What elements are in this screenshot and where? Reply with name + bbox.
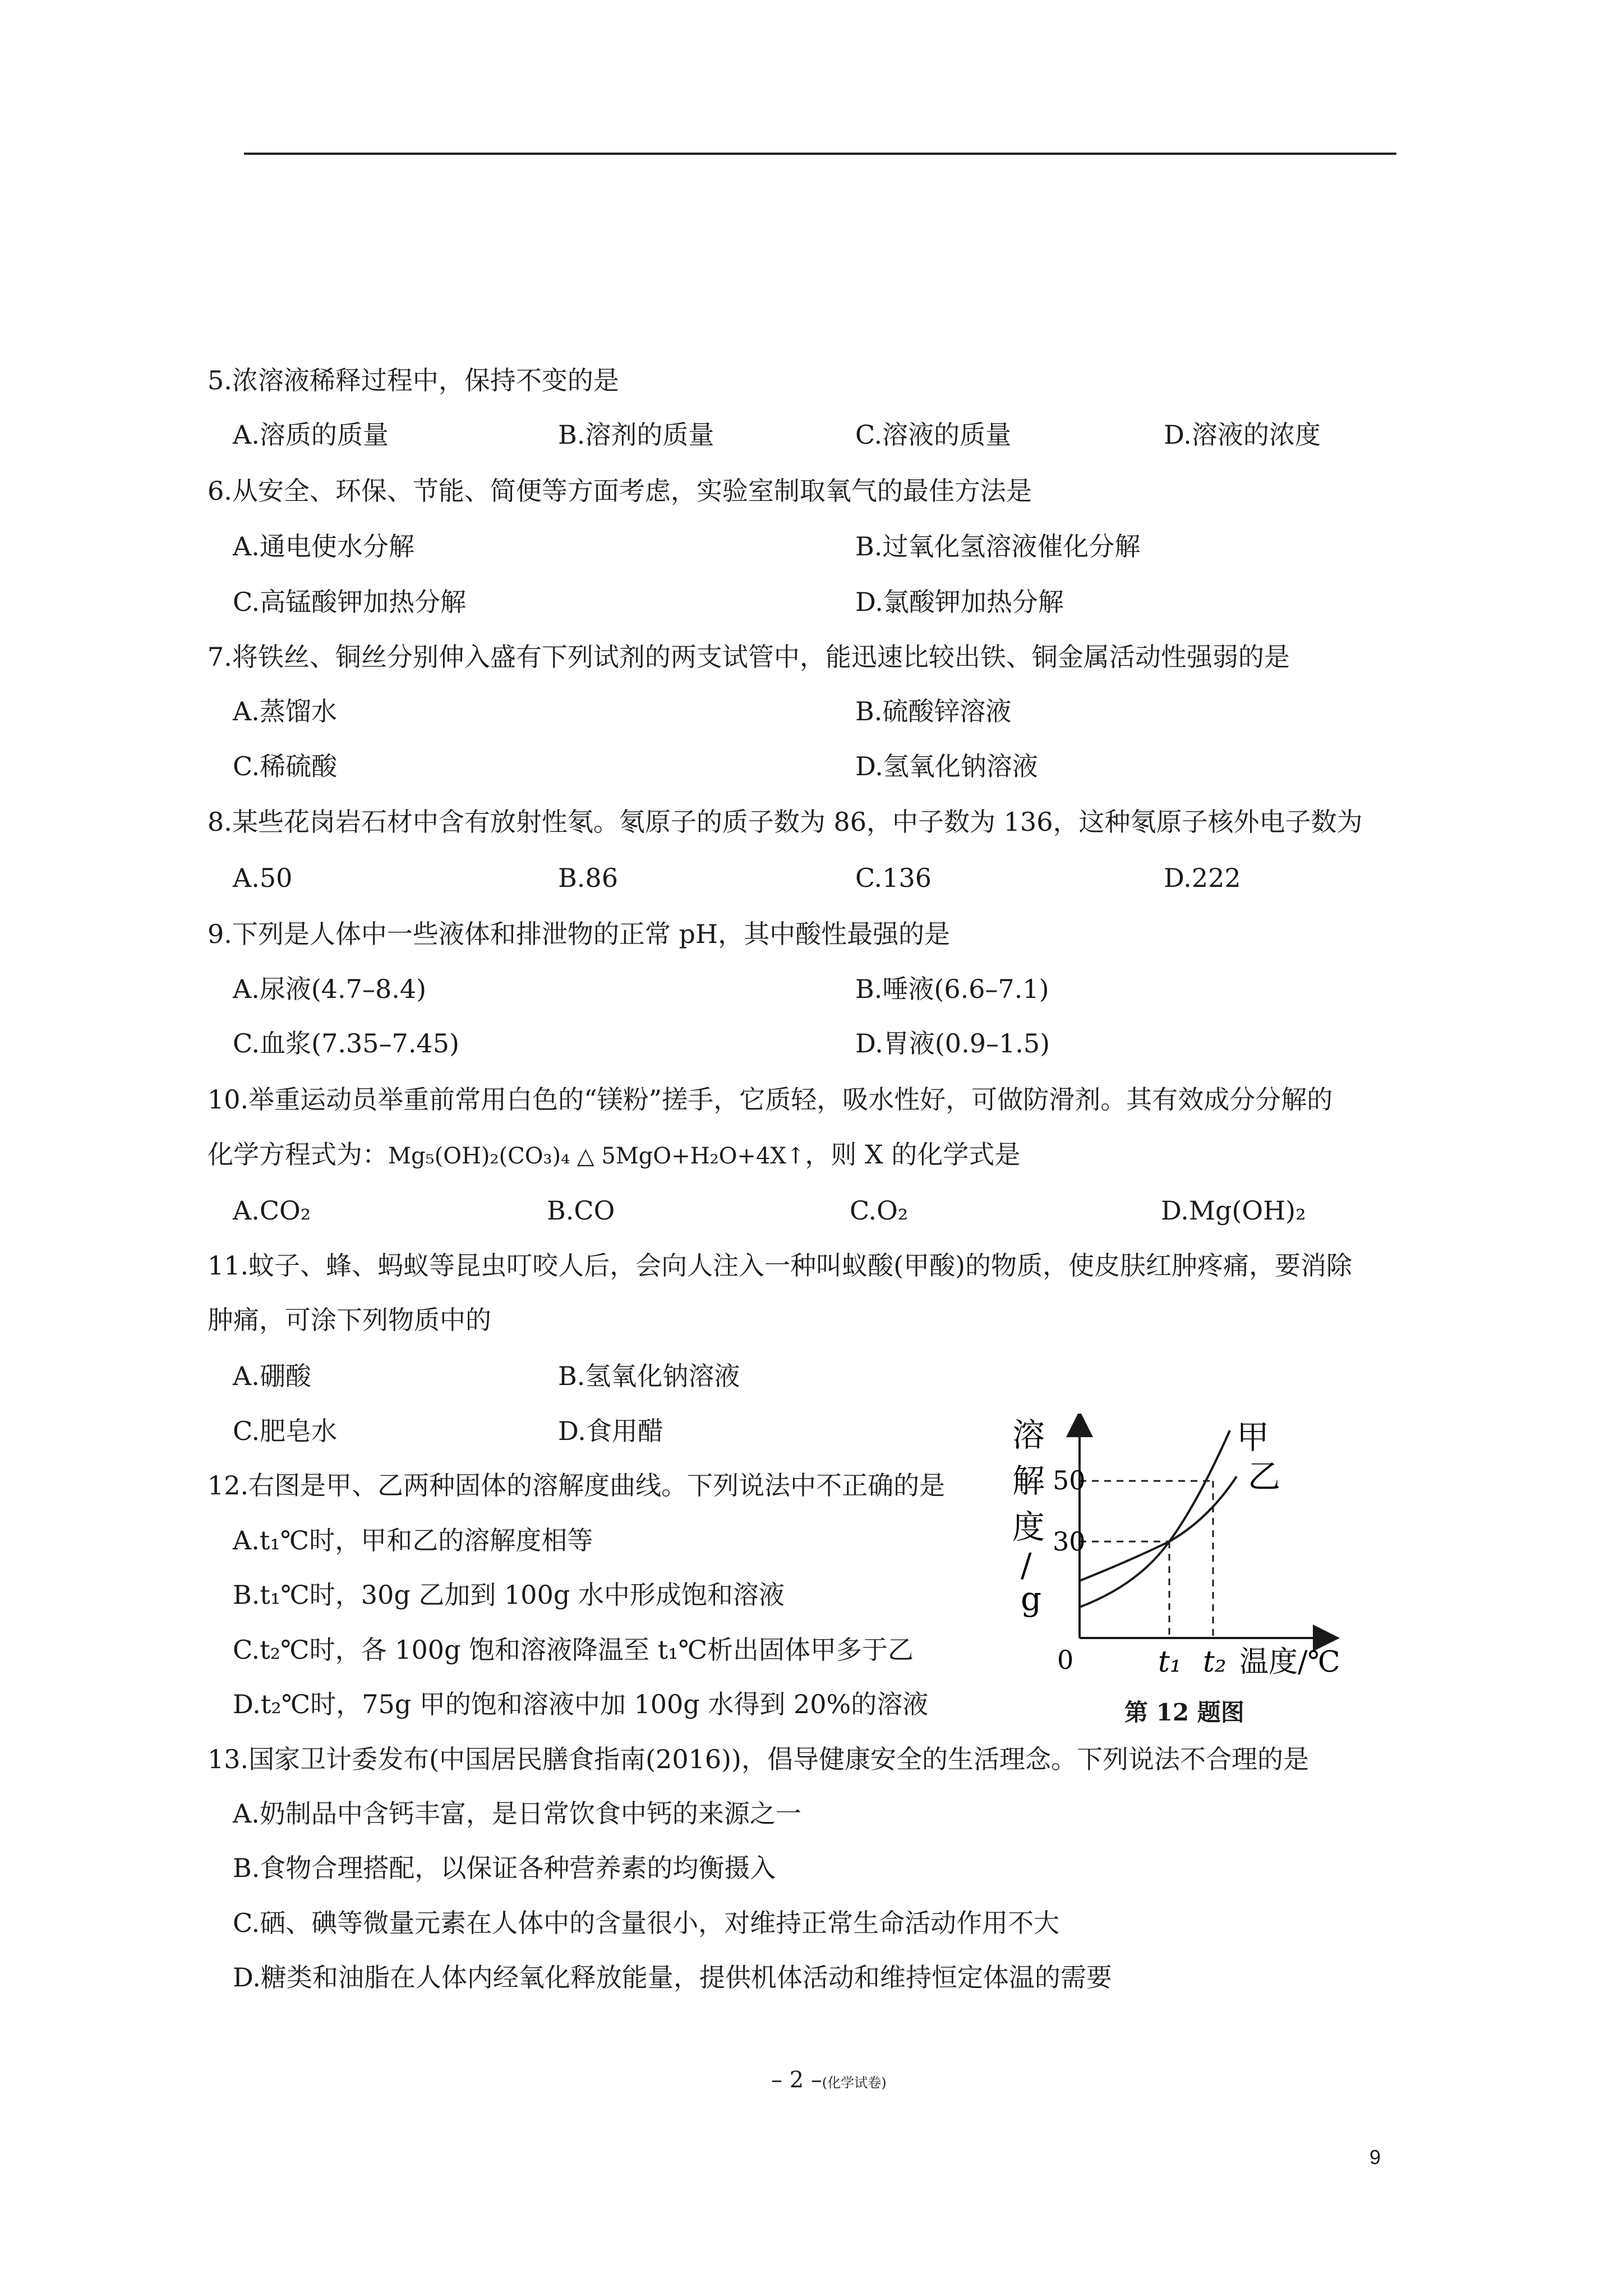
q10-option-c: C.O₂ bbox=[850, 1195, 909, 1226]
y-tick-50: 50 bbox=[1053, 1465, 1086, 1496]
q7-option-c: C.稀硫酸 bbox=[233, 751, 338, 781]
q10-stem-line2 bbox=[208, 1139, 1020, 1172]
q13-stem: 13.国家卫计委发布(中国居民膳食指南(2016))，倡导健康安全的生活理念。下列说法不合理的是 bbox=[208, 1744, 1310, 1774]
q9-option-a: A.尿液(4.7–8.4) bbox=[233, 974, 427, 1004]
q11-option-b: B.氢氧化钠溶液 bbox=[558, 1361, 740, 1391]
q9-option-d: D.胃液(0.9–1.5) bbox=[855, 1028, 1050, 1059]
figure-caption: 第 12 题图 bbox=[1124, 1699, 1244, 1726]
q10-option-b: B.CO bbox=[547, 1195, 615, 1226]
page-footer bbox=[771, 2067, 887, 2093]
footer-subject: (化学试卷) bbox=[822, 2075, 887, 2091]
page-number: 9 bbox=[1370, 2146, 1381, 2169]
q6-option-a: A.通电使水分解 bbox=[233, 531, 414, 562]
origin-label: 0 bbox=[1057, 1645, 1074, 1675]
q10-option-d: D.Mg(OH)₂ bbox=[1161, 1195, 1306, 1226]
series-label-jia: 甲 bbox=[1237, 1418, 1270, 1456]
solubility-curve-figure bbox=[990, 1414, 1354, 1717]
q10-stem-suffix: ，则 X 的化学式是 bbox=[805, 1139, 1021, 1170]
q6-option-b: B.过氧化氢溶液催化分解 bbox=[855, 531, 1141, 562]
q5-option-a: A.溶质的质量 bbox=[233, 420, 389, 450]
q7-option-d: D.氢氧化钠溶液 bbox=[855, 751, 1038, 781]
q11-option-d: D.食用醋 bbox=[558, 1416, 663, 1446]
x-tick-t1: t₁ bbox=[1158, 1645, 1182, 1679]
q13-option-d: D.糖类和油脂在人体内经氧化释放能量，提供机体活动和维持恒定体温的需要 bbox=[233, 1962, 1112, 1993]
q10-stem-prefix: 化学方程式为： bbox=[208, 1139, 388, 1170]
q13-option-a: A.奶制品中含钙丰富，是日常饮食中钙的来源之一 bbox=[233, 1798, 801, 1829]
q11-stem-line1: 11.蚊子、蜂、蚂蚁等昆虫叮咬人后，会向人注入一种叫蚁酸(甲酸)的物质，使皮肤红肿疼痛，要消除 bbox=[208, 1250, 1353, 1281]
footer-page: – 2 – bbox=[771, 2067, 822, 2093]
q10-stem-line1: 10.举重运动员举重前常用白色的“镁粉”搓手，它质轻，吸水性好，可做防滑剂。其有效成分分解的 bbox=[208, 1084, 1333, 1115]
x-tick-t2: t₂ bbox=[1203, 1645, 1227, 1679]
q6-option-c: C.高锰酸钾加热分解 bbox=[233, 587, 467, 617]
q13-option-b: B.食物合理搭配，以保证各种营养素的均衡摄入 bbox=[233, 1853, 776, 1883]
q11-stem-line2: 肿痛，可涂下列物质中的 bbox=[208, 1305, 491, 1335]
q8-option-b: B.86 bbox=[558, 863, 618, 893]
q12-option-b: B.t₁℃时，30g 乙加到 100g 水中形成饱和溶液 bbox=[233, 1580, 785, 1610]
q7-option-a: A.蒸馏水 bbox=[233, 696, 337, 726]
y-label-2: 解 bbox=[1012, 1462, 1045, 1500]
q6-option-d: D.氯酸钾加热分解 bbox=[855, 587, 1064, 617]
q10-equation: Mg₅(OH)₂(CO₃)₄ △ 5MgO+H₂O+4X↑ bbox=[388, 1143, 805, 1169]
q12-option-c: C.t₂℃时，各 100g 饱和溶液降温至 t₁℃析出固体甲多于乙 bbox=[233, 1635, 914, 1665]
y-label-1: 溶 bbox=[1012, 1416, 1045, 1454]
q8-option-c: C.136 bbox=[855, 863, 932, 893]
q9-option-c: C.血浆(7.35–7.45) bbox=[233, 1028, 459, 1059]
q5-option-d: D.溶液的浓度 bbox=[1164, 420, 1321, 450]
y-label-3: 度 bbox=[1012, 1508, 1045, 1546]
q8-stem: 8.某些花岗岩石材中含有放射性氡。氡原子的质子数为 86，中子数为 136，这种氡原子核外电子数为 bbox=[208, 807, 1363, 837]
q10-option-a: A.CO₂ bbox=[233, 1195, 311, 1226]
q5-option-c: C.溶液的质量 bbox=[855, 420, 1012, 450]
q11-option-a: A.硼酸 bbox=[233, 1361, 311, 1391]
header-rule bbox=[244, 153, 1396, 155]
q7-stem: 7.将铁丝、铜丝分别伸入盛有下列试剂的两支试管中，能迅速比较出铁、铜金属活动性强弱的是 bbox=[208, 642, 1290, 672]
q12-option-d: D.t₂℃时，75g 甲的饱和溶液中加 100g 水得到 20%的溶液 bbox=[233, 1689, 929, 1719]
q13-option-c: C.硒、碘等微量元素在人体中的含量很小，对维持正常生命活动作用不大 bbox=[233, 1908, 1060, 1938]
q6-stem: 6.从安全、环保、节能、简便等方面考虑，实验室制取氧气的最佳方法是 bbox=[208, 476, 1032, 506]
q12-stem: 12.右图是甲、乙两种固体的溶解度曲线。下列说法中不正确的是 bbox=[208, 1470, 946, 1501]
x-axis-label: 温度/℃ bbox=[1239, 1645, 1340, 1679]
y-label-slash: / bbox=[1021, 1546, 1032, 1584]
y-label-unit: g bbox=[1021, 1580, 1042, 1618]
curve-yi bbox=[1080, 1476, 1237, 1581]
q9-option-b: B.唾液(6.6–7.1) bbox=[855, 974, 1049, 1004]
q9-stem: 9.下列是人体中一些液体和排泄物的正常 pH，其中酸性最强的是 bbox=[208, 919, 951, 949]
y-tick-30: 30 bbox=[1053, 1526, 1086, 1557]
q12-option-a: A.t₁℃时，甲和乙的溶解度相等 bbox=[233, 1525, 593, 1556]
curve-jia bbox=[1080, 1430, 1230, 1607]
q8-option-a: A.50 bbox=[233, 863, 293, 893]
series-label-yi: 乙 bbox=[1248, 1457, 1281, 1496]
q8-option-d: D.222 bbox=[1164, 863, 1241, 893]
q5-option-b: B.溶剂的质量 bbox=[558, 420, 714, 450]
q11-option-c: C.肥皂水 bbox=[233, 1416, 338, 1446]
q5-stem: 5.浓溶液稀释过程中，保持不变的是 bbox=[208, 365, 619, 395]
q7-option-b: B.硫酸锌溶液 bbox=[855, 696, 1012, 726]
